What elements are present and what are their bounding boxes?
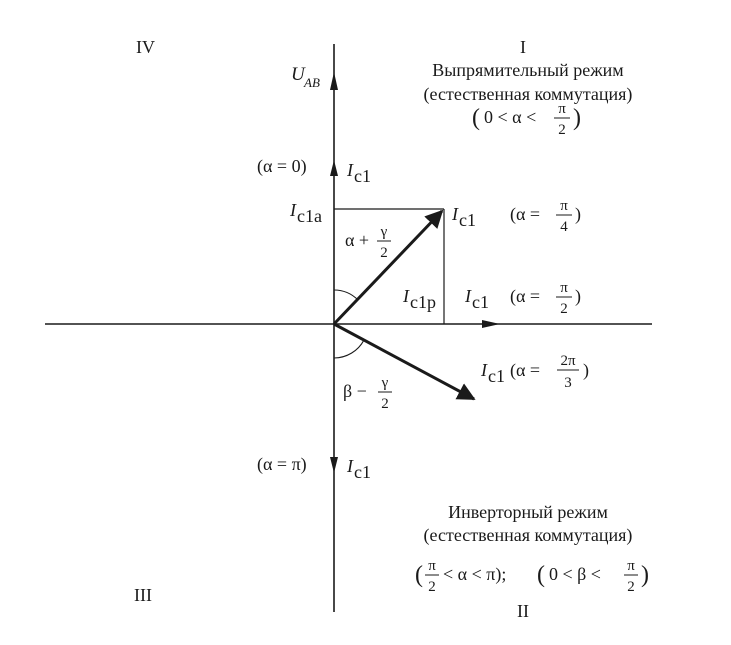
- rectifier-open-paren: (: [472, 105, 480, 131]
- rectifier-condition: [472, 101, 581, 138]
- alpha-2pi3-num: 2π: [560, 353, 576, 369]
- angle-arc-upper: [334, 290, 358, 300]
- alpha-pi4-num: π: [560, 198, 568, 214]
- rectifier-mode-title: Выпрямительный режим: [432, 60, 624, 80]
- active-component-label: [289, 200, 322, 226]
- alpha-pi-label: (α = π): [257, 454, 307, 474]
- current-label-pi2-sub: c1: [472, 292, 489, 312]
- current-label-top-main: I: [347, 160, 353, 180]
- inverter-open-paren-2: (: [537, 562, 545, 588]
- inverter-condition: [415, 558, 649, 595]
- reactive-component-label: [402, 286, 436, 312]
- current-label-pi4-main: I: [452, 204, 458, 224]
- inverter-close-paren: ): [641, 562, 649, 588]
- alpha-zero-label: (α = 0): [257, 156, 307, 176]
- reactive-component-main: I: [403, 286, 409, 306]
- voltage-label-sub: AB: [304, 75, 320, 90]
- current-label-pi2-main: I: [465, 286, 471, 306]
- angle-arc-lower: [334, 340, 364, 358]
- alpha-pi2-num: π: [560, 280, 568, 296]
- alpha-pi4-prefix: (α =: [510, 204, 541, 224]
- rectifier-close-paren: ): [573, 105, 581, 131]
- voltage-label: [291, 64, 320, 90]
- current-label-pi4: [451, 204, 476, 230]
- alpha-pi2-arrowhead: [482, 320, 500, 328]
- alpha-2pi3-den: 3: [564, 375, 572, 391]
- alpha-pi4-den: 4: [560, 219, 568, 235]
- current-label-pi2: [464, 286, 489, 312]
- current-label-top: [346, 160, 371, 186]
- lower-angle-prefix: β −: [343, 381, 367, 401]
- alpha-pi2-close: ): [575, 286, 581, 306]
- active-component-sub: c1a: [297, 206, 322, 226]
- current-label-top-sub: c1: [354, 166, 371, 186]
- current-label-bottom-main: I: [347, 456, 353, 476]
- alpha-2pi3-prefix: (α =: [510, 360, 541, 380]
- inverter-frac1-den: 2: [428, 579, 436, 595]
- reactive-component-sub: c1p: [410, 292, 436, 312]
- voltage-arrowhead: [330, 72, 338, 90]
- quadrant-i-label: I: [520, 37, 526, 57]
- active-component-main: I: [290, 200, 296, 220]
- lower-angle-label: [343, 375, 392, 412]
- quadrant-iv-label: IV: [136, 37, 155, 57]
- current-label-pi4-sub: c1: [459, 210, 476, 230]
- quadrant-iii-label: III: [134, 585, 152, 605]
- alpha-pi2-prefix: (α =: [510, 286, 541, 306]
- alpha-2pi3-close: ): [583, 360, 589, 380]
- upper-angle-label: [345, 224, 391, 261]
- upper-angle-num: γ: [380, 224, 388, 240]
- upper-angle-den: 2: [380, 245, 388, 261]
- lower-angle-num: γ: [381, 375, 389, 391]
- alpha-zero-arrowhead: [330, 160, 338, 176]
- current-label-2pi3-sub: c1: [488, 366, 505, 386]
- alpha-pi-arrowhead: [330, 457, 338, 473]
- inverter-mode-title: Инверторный режим: [448, 502, 608, 522]
- upper-angle-prefix: α +: [345, 230, 370, 250]
- rectifier-frac-num: π: [558, 101, 566, 117]
- alpha-2pi3-label: [510, 353, 589, 391]
- quadrant-ii-label: II: [517, 601, 529, 621]
- inverter-open-paren-1: (: [415, 562, 423, 588]
- inverter-frac2-den: 2: [627, 579, 635, 595]
- alpha-pi4-close: ): [575, 204, 581, 224]
- current-label-bottom: [346, 456, 371, 482]
- voltage-label-main: U: [291, 64, 305, 85]
- inverter-mode-subtitle: (естественная коммутация): [423, 525, 633, 545]
- inverter-frac1-num: π: [428, 558, 436, 574]
- current-label-bottom-sub: c1: [354, 462, 371, 482]
- inverter-cond2-left: 0 < β <: [549, 564, 601, 584]
- current-label-2pi3: [480, 360, 505, 386]
- lower-angle-den: 2: [381, 396, 389, 412]
- alpha-pi2-label: [510, 280, 581, 317]
- rectifier-mode-subtitle: (естественная коммутация): [423, 84, 633, 104]
- rectifier-condition-left: 0 < α <: [484, 107, 537, 127]
- current-label-2pi3-main: I: [481, 360, 487, 380]
- alpha-pi4-label: [510, 198, 581, 235]
- inverter-cond1-rest: < α < π);: [443, 564, 507, 584]
- rectifier-frac-den: 2: [558, 122, 566, 138]
- inverter-frac2-num: π: [627, 558, 635, 574]
- alpha-pi2-den: 2: [560, 301, 568, 317]
